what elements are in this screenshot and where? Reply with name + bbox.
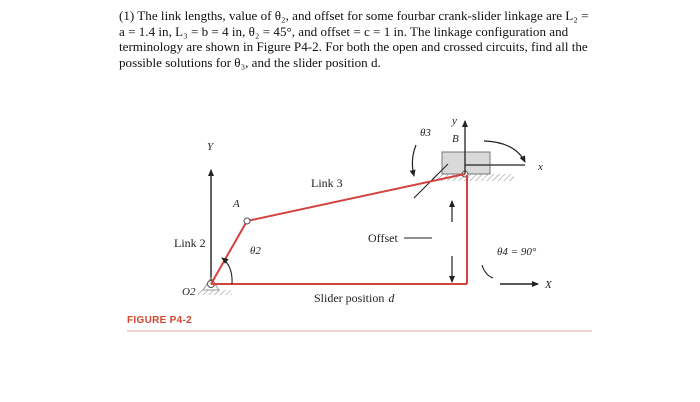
origin-label: O2	[182, 286, 196, 298]
link-3-line	[247, 174, 465, 221]
theta3-arrow	[412, 145, 416, 176]
point-b-label: B	[452, 133, 459, 145]
global-x-label: X	[545, 279, 552, 291]
link-2-line	[211, 221, 247, 284]
slider-position-text: Slider position	[314, 291, 385, 305]
problem-line-4: possible solutions for θ₃, and the slider position d.	[119, 54, 381, 70]
theta4-label: θ4 = 90°	[497, 246, 537, 258]
figure-caption: FIGURE P4-2	[127, 315, 192, 326]
link-3-label: Link 3	[311, 176, 343, 190]
problem-line-2: a = 1.4 in, L₃ = b = 4 in, θ₂ = 45°, and offset = c = 1 in. The linkage configuration and	[119, 23, 569, 39]
pin-a	[244, 218, 250, 224]
problem-line-3: terminology are shown in Figure P4-2. For both the open and crossed circuits, find all the	[119, 39, 588, 55]
slider-position-var: d	[388, 291, 395, 305]
theta4-arc	[482, 265, 493, 278]
ground-pivot-o2	[198, 278, 232, 295]
global-y-label: Y	[207, 141, 214, 153]
problem-line-1: (1) The link lengths, value of θ₂, and offset for some fourbar crank-slider linkage are L₂ =	[119, 8, 589, 23]
offset-label: Offset	[368, 231, 398, 245]
point-a-label: A	[233, 198, 240, 210]
local-x-label: x	[538, 161, 543, 173]
local-y-label: y	[452, 115, 457, 127]
slider-position-label	[314, 291, 395, 305]
link-2-label: Link 2	[174, 236, 206, 250]
theta3-label: θ3	[420, 127, 431, 139]
theta2-label: θ2	[250, 245, 261, 257]
